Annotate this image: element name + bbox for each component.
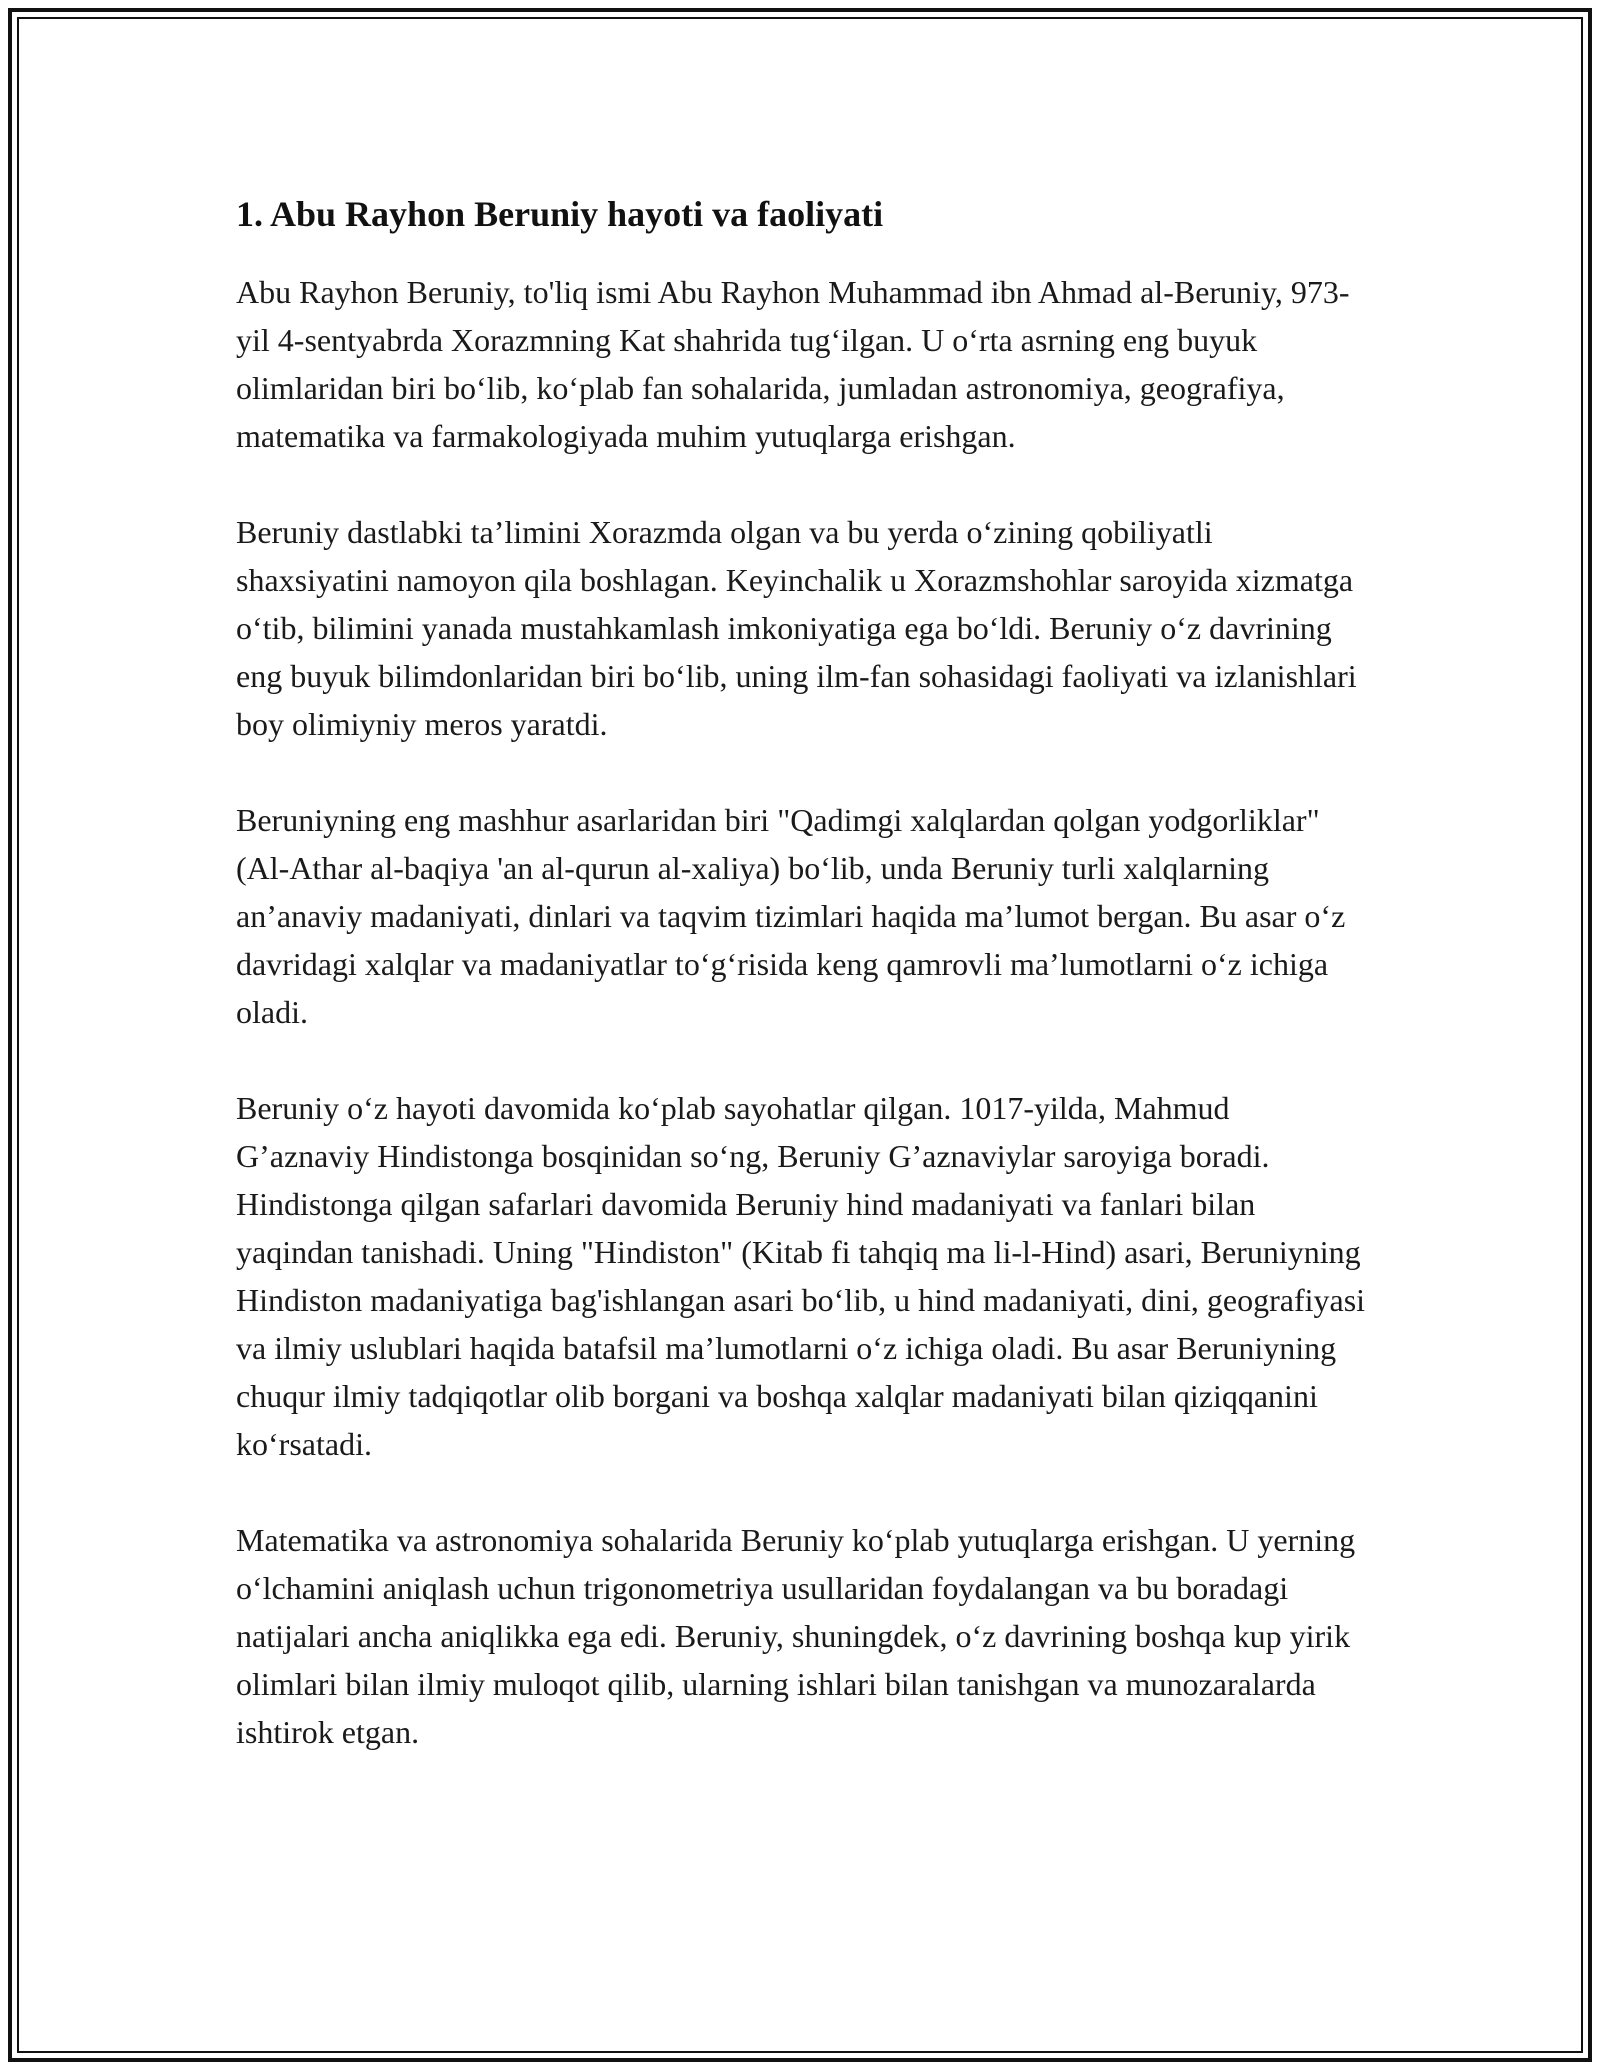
section-heading: 1. Abu Rayhon Beruniy hayoti va faoliyati bbox=[236, 194, 884, 234]
paragraph-biography-intro: Abu Rayhon Beruniy, to'liq ismi Abu Rayhon Muhammad ibn Ahmad al-Beruniy, 973-yil 4-sentyabrda Xorazmning Kat shahrida tug‘ilgan. U o‘rta asrning eng buyuk olimlaridan biri bo‘lib, ko‘plab fan sohalarida, jumladan astronomiya, geografiya, matematika va farmakologiyada muhim yutuqlarga erishgan. bbox=[236, 274, 1350, 454]
paragraph-early-education: Beruniy dastlabki ta’limini Xorazmda olgan va bu yerda o‘zining qobiliyatli shaxsiyatini namoyon qila boshlagan. Keyinchalik u Xorazmshohlar saroyida xizmatga o‘tib, bilimini yanada mustahkamlash imkoniyatiga ega bo‘ldi. Beruniy o‘z davrining eng buyuk bilimdonlaridan biri bo‘lib, uning ilm-fan sohasidagi faoliyati va izlanishlari boy olimiyniy meros yaratdi. bbox=[236, 514, 1357, 742]
paragraph-famous-works: Beruniyning eng mashhur asarlaridan biri "Qadimgi xalqlardan qolgan yodgorliklar" (Al-Athar al-baqiya 'an al-qurun al-xaliya) bo‘lib, unda Beruniy turli xalqlarning an’anaviy madaniyati, dinlari va taqvim tizimlari haqida ma’lumot bergan. Bu asar o‘z davridagi xalqlar va madaniyatlar to‘g‘risida keng qamrovli ma’lumotlarni o‘z ichiga oladi. bbox=[236, 802, 1346, 1030]
paragraph-math-astronomy: Matematika va astronomiya sohalarida Beruniy ko‘plab yutuqlarga erishgan. U yerning o‘lchamini aniqlash uchun trigonometriya usullaridan foydalangan va bu boradagi natijalari ancha aniqlikka ega edi. Beruniy, shuningdek, o‘z davrining boshqa kup yirik olimlari bilan ilmiy muloqot qilib, ularning ishlari bilan tanishgan va munozaralarda ishtirok etgan. bbox=[236, 1522, 1356, 1750]
document-body bbox=[236, 190, 1368, 1804]
paragraph-travels-india: Beruniy o‘z hayoti davomida ko‘plab sayohatlar qilgan. 1017-yilda, Mahmud G’aznaviy Hindistonga bosqinidan so‘ng, Beruniy G’aznaviylar saroyiga boradi. Hindistonga qilgan safarlari davomida Beruniy hind madaniyati va fanlari bilan yaqindan tanishadi. Uning "Hindiston" (Kitab fi tahqiq ma li-l-Hind) asari, Beruniyning Hindiston madaniyatiga bag'ishlangan asari bo‘lib, u hind madaniyati, dini, geografiyasi va ilmiy uslublari haqida batafsil ma’lumotlarni o‘z ichiga oladi. Bu asar Beruniyning chuqur ilmiy tadqiqotlar olib borgani va boshqa xalqlar madaniyati bilan qiziqqanini ko‘rsatadi. bbox=[236, 1090, 1366, 1462]
